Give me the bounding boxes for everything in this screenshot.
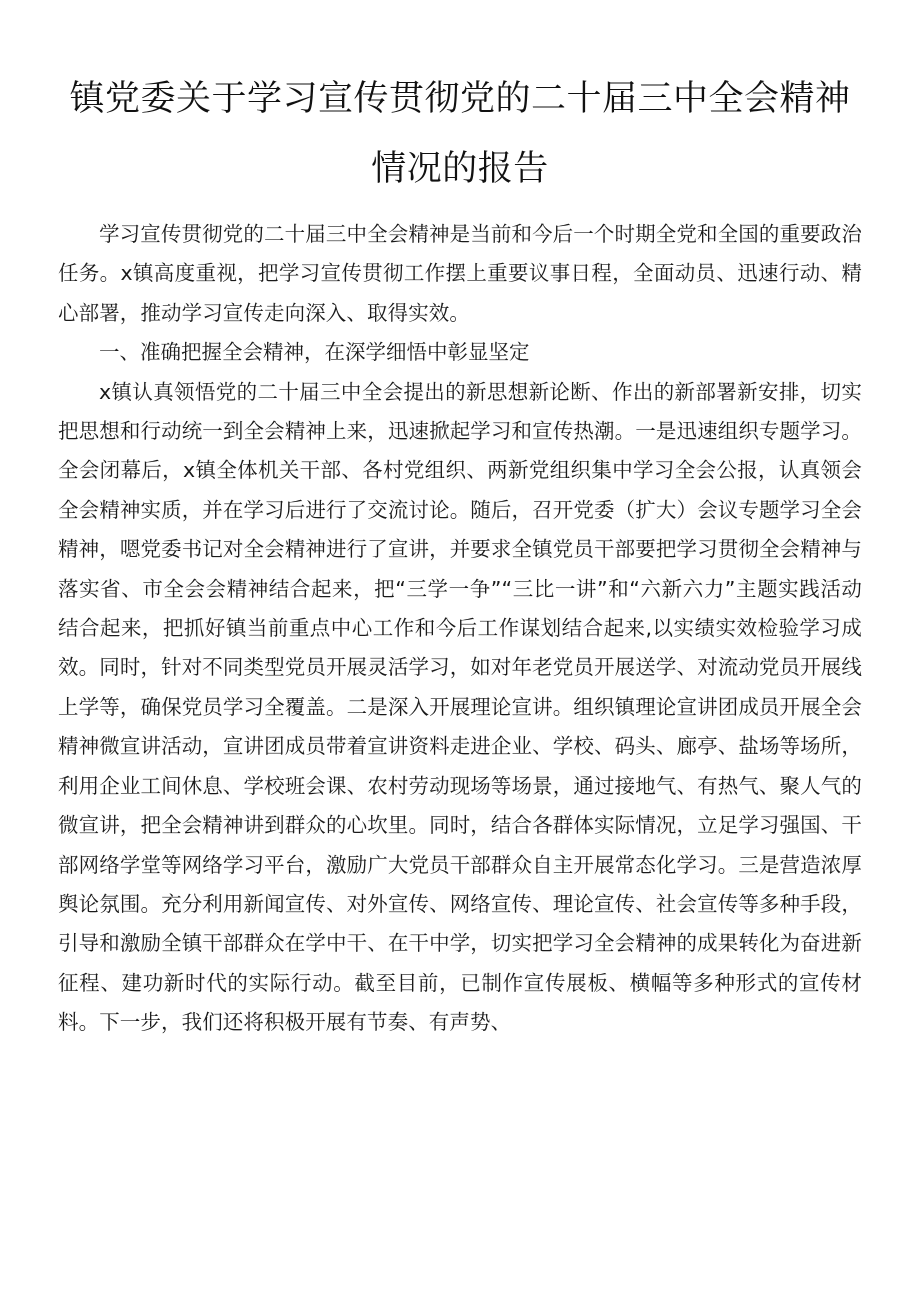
document-title: 镇党委关于学习宣传贯彻党的二十届三中全会精神情况的报告 [69,79,851,189]
document-body [58,215,862,1043]
intro-paragraph: 学习宣传贯彻党的二十届三中全会精神是当前和今后一个时期全党和全国的重要政治任务。x镇高度重视，把学习宣传贯彻工作摆上重要议事日程，全面动员、迅速行动、精心部署，推动学习宣传走向深入、取得实效。 [58,222,862,325]
section-1-paragraph: x镇认真领悟党的二十届三中全会提出的新思想新论断、作出的新部署新安排，切实把思想和行动统一到全会精神上来，迅速掀起学习和宣传热潮。一是迅速组织专题学习。全会闭幕后，x镇全体机关干部、各村党组织、两新党组织集中学习全会公报，认真领会全会精神实质，并在学习后进行了交流讨论。随后，召开党委（扩大）会议专题学习全会精神，嗯党委书记对全会精神进行了宣讲，并要求全镇党员干部要把学习贯彻全会精神与落实省、市全会会精神结合起来，把“三学一争”“三比一讲”和“六新六力”主题实践活动结合起来，把抓好镇当前重点中心工作和今后工作谋划结合起来,以实绩实效检验学习成效。同时，针对不同类型党员开展灵活学习，如对年老党员开展送学、对流动党员开展线上学等，确保党员学习全覆盖。二是深入开展理论宣讲。组织镇理论宣讲团成员开展全会精神微宣讲活动，宣讲团成员带着宣讲资料走进企业、学校、码头、廊亭、盐场等场所，利用企业工间休息、学校班会课、农村劳动现场等场景，通过接地气、有热气、聚人气的微宣讲，把全会精神讲到群众的心坎里。同时，结合各群体实际情况，立足学习强国、干部网络学堂等网络学习平台，激励广大党员干部群众自主开展常态化学习。三是营造浓厚舆论氛围。充分利用新闻宣传、对外宣传、网络宣传、理论宣传、社会宣传等多种手段，引导和激励全镇干部群众在学中干、在干中学，切实把学习全会精神的成果转化为奋进新征程、建功新时代的实际行动。截至目前，已制作宣传展板、横幅等多种形式的宣传材料。下一步，我们还将积极开展有节奏、有声势、 [58,379,862,1035]
section-heading-1: 一、准确把握全会精神，在深学细悟中彰显坚定 [99,340,530,365]
